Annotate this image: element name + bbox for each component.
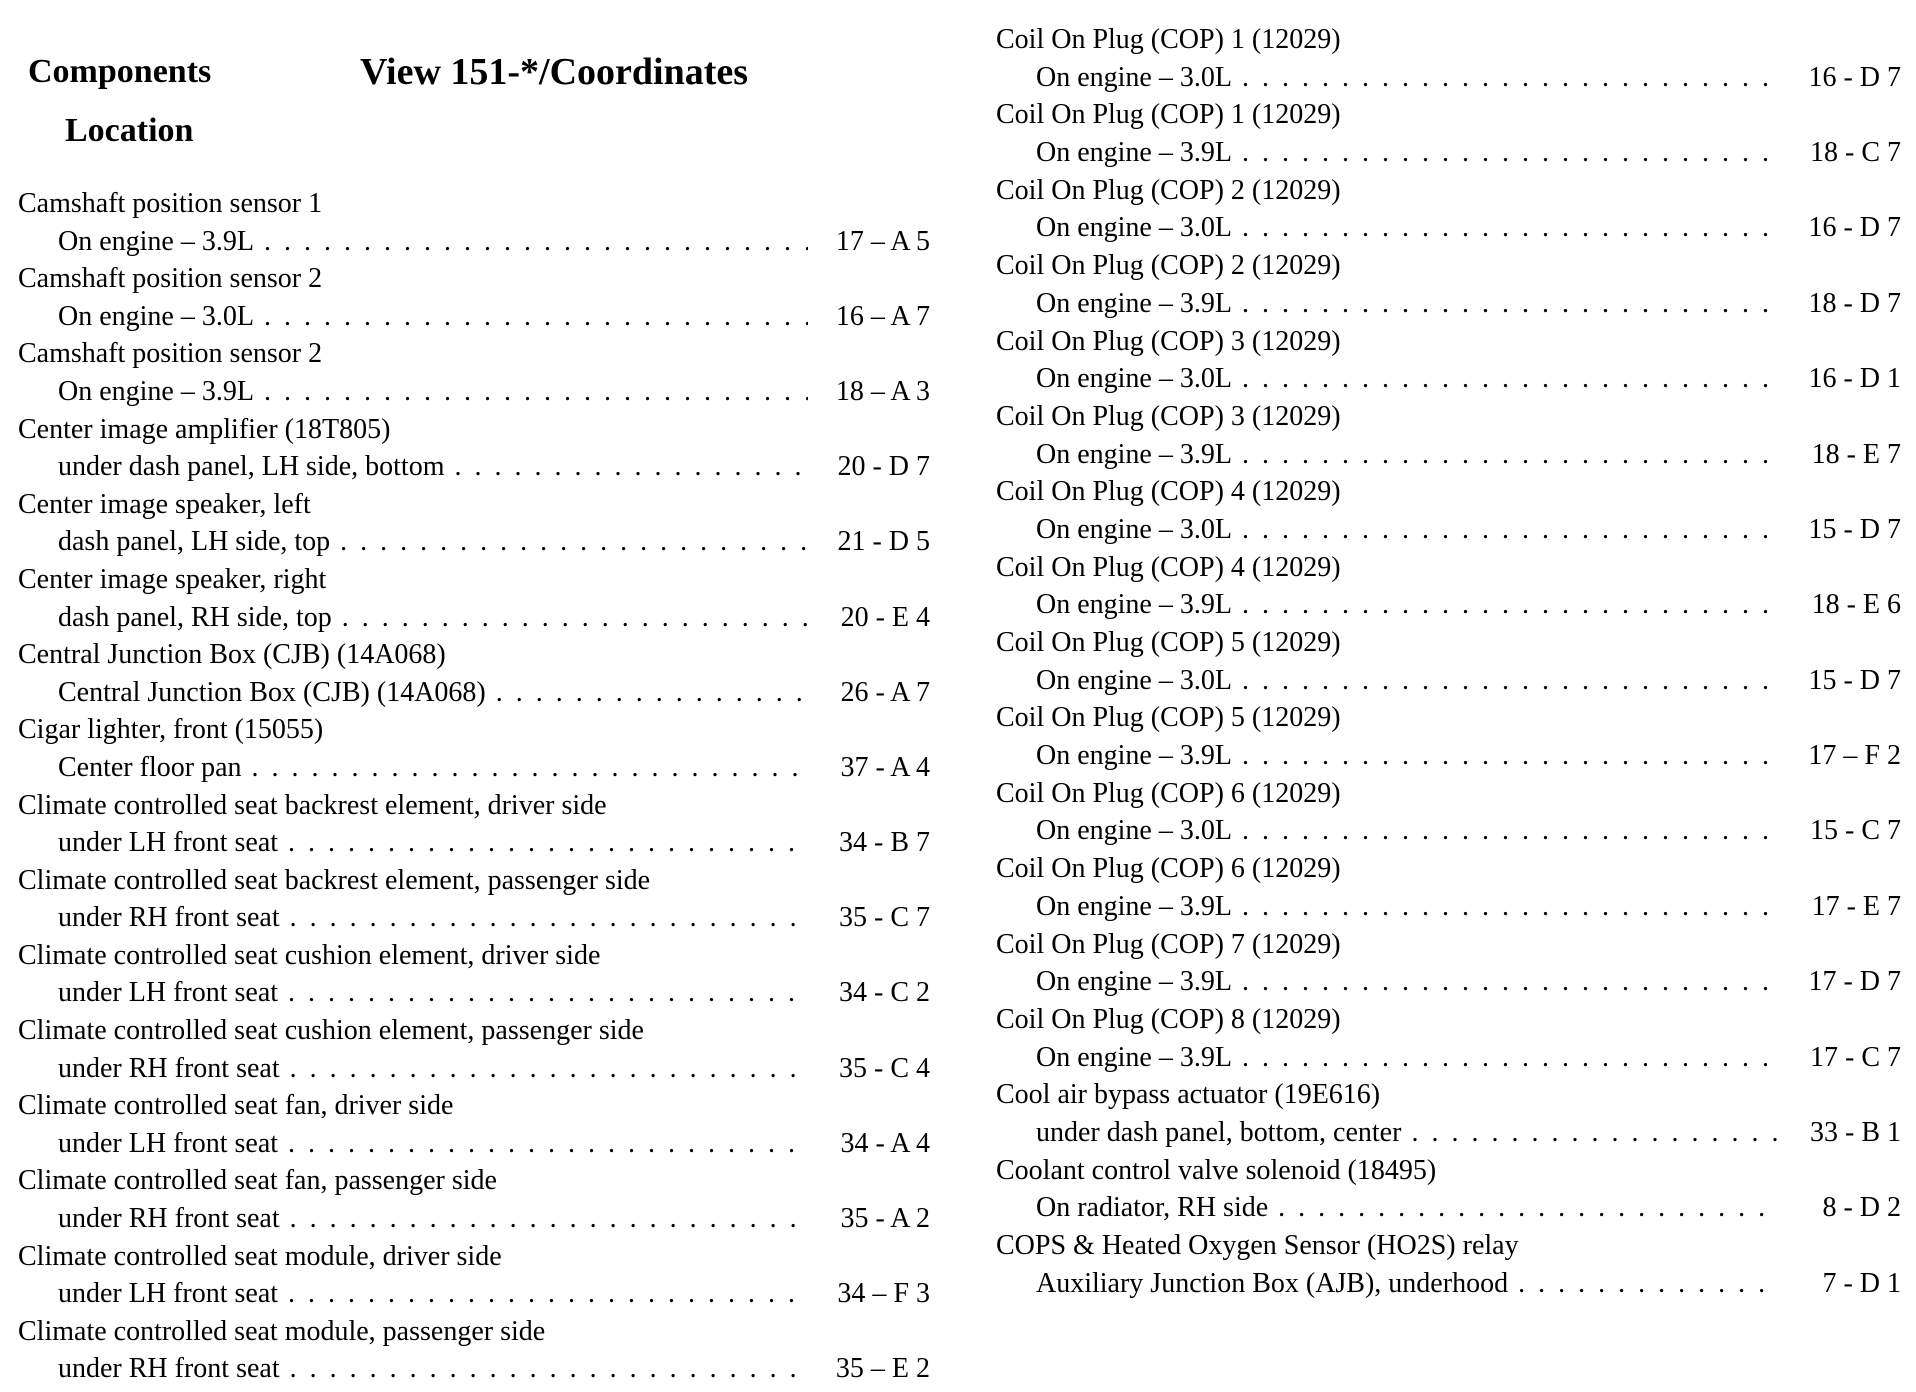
component-location: under RH front seat xyxy=(58,1353,280,1385)
component-location: On engine – 3.0L xyxy=(1036,363,1232,395)
component-location-row xyxy=(18,974,930,1012)
component-name: Coil On Plug (COP) 7 (12029) xyxy=(996,928,1341,960)
view-coordinate: 20 - E 4 xyxy=(840,601,930,633)
component-location-row xyxy=(996,662,1901,700)
component-entry xyxy=(18,1162,930,1237)
dot-leader xyxy=(1242,209,1779,247)
view-coordinate: 35 - A 2 xyxy=(840,1203,930,1235)
component-location: On engine – 3.0L xyxy=(1036,61,1232,93)
component-entry xyxy=(996,624,1901,699)
dot-leader xyxy=(1242,59,1779,97)
view-coordinate: 16 - D 1 xyxy=(1808,363,1901,395)
component-name: Camshaft position sensor 2 xyxy=(18,338,323,370)
component-name: Cool air bypass actuator (19E616) xyxy=(996,1079,1381,1111)
component-location: On engine – 3.9L xyxy=(1036,966,1232,998)
component-name: Climate controlled seat fan, passenger side xyxy=(18,1165,497,1197)
dot-leader xyxy=(496,674,808,712)
component-location: On engine – 3.9L xyxy=(1036,137,1232,169)
component-entry xyxy=(996,323,1901,398)
component-entry xyxy=(18,1313,930,1388)
component-name: Climate controlled seat fan, driver side xyxy=(18,1090,454,1122)
view-coordinate: 18 - E 6 xyxy=(1811,589,1901,621)
component-entry xyxy=(18,862,930,937)
component-entry xyxy=(996,549,1901,624)
component-location: On engine – 3.9L xyxy=(58,225,254,257)
components-heading: Components xyxy=(28,53,212,90)
component-entry xyxy=(18,1012,930,1087)
component-entry xyxy=(18,185,930,260)
component-name: Camshaft position sensor 2 xyxy=(18,263,323,295)
component-entry xyxy=(996,1227,1901,1302)
component-location-row xyxy=(18,674,930,712)
component-location-row xyxy=(996,1039,1901,1077)
dot-leader xyxy=(1242,662,1779,700)
component-entry xyxy=(18,486,930,561)
component-name: Center image amplifier (18T805) xyxy=(18,413,391,445)
component-location: On engine – 3.9L xyxy=(1036,287,1232,319)
left-entry-list xyxy=(18,185,930,1388)
dot-leader xyxy=(1242,1039,1779,1077)
view-coordinate: 18 - E 7 xyxy=(1811,438,1901,470)
component-name: Coil On Plug (COP) 3 (12029) xyxy=(996,400,1341,432)
view-coordinate: 16 - D 7 xyxy=(1808,61,1901,93)
component-location: On engine – 3.0L xyxy=(58,300,254,332)
component-name: Coil On Plug (COP) 2 (12029) xyxy=(996,250,1341,282)
dot-leader xyxy=(290,1200,808,1238)
component-location-row xyxy=(18,749,930,787)
component-location-row xyxy=(18,824,930,862)
dot-leader xyxy=(288,1125,808,1163)
component-entry xyxy=(996,172,1901,247)
component-location: under LH front seat xyxy=(58,1127,279,1159)
dot-leader xyxy=(342,599,808,637)
component-location-row xyxy=(18,523,930,561)
component-name: Coil On Plug (COP) 5 (12029) xyxy=(996,627,1341,658)
component-location: On radiator, RH side xyxy=(1036,1192,1269,1224)
component-entry xyxy=(996,21,1901,96)
component-name: Coil On Plug (COP) 2 (12029) xyxy=(996,174,1341,206)
view-coordinate: 35 - C 4 xyxy=(839,1052,930,1084)
component-location: dash panel, RH side, top xyxy=(58,601,332,633)
component-location-row xyxy=(18,373,930,411)
component-location-row xyxy=(18,899,930,937)
component-location: On engine – 3.9L xyxy=(1036,740,1232,772)
view-coordinate: 15 - C 7 xyxy=(1810,815,1901,847)
component-name: Coil On Plug (COP) 8 (12029) xyxy=(996,1003,1341,1035)
dot-leader xyxy=(340,523,808,561)
component-name: Climate controlled seat backrest element, passenger side xyxy=(18,864,651,896)
component-location-row xyxy=(996,737,1901,775)
component-location-row xyxy=(996,812,1901,850)
component-entry xyxy=(18,937,930,1012)
component-location-row xyxy=(996,285,1901,323)
component-location-row xyxy=(996,209,1901,247)
component-name: Climate controlled seat cushion element, driver side xyxy=(18,939,601,971)
dot-leader xyxy=(252,749,809,787)
view-coordinates-heading: View 151-*/Coordinates xyxy=(360,51,749,93)
component-location-row xyxy=(996,1114,1901,1152)
component-name: Coil On Plug (COP) 1 (12029) xyxy=(996,24,1341,55)
component-location: under RH front seat xyxy=(58,1203,280,1235)
component-name: Coil On Plug (COP) 4 (12029) xyxy=(996,551,1341,583)
view-coordinate: 34 - B 7 xyxy=(839,827,930,859)
component-entry xyxy=(18,335,930,410)
location-heading: Location xyxy=(65,112,194,149)
component-name: Coolant control valve solenoid (18495) xyxy=(996,1154,1437,1186)
component-name: Coil On Plug (COP) 6 (12029) xyxy=(996,777,1341,809)
dot-leader xyxy=(290,1350,808,1388)
component-location: under LH front seat xyxy=(58,1278,279,1310)
left-column xyxy=(18,0,930,1388)
component-entry xyxy=(18,1087,930,1162)
component-location-row xyxy=(996,436,1901,474)
view-coordinate: 17 – A 5 xyxy=(835,225,930,257)
component-location: On engine – 3.0L xyxy=(1036,212,1232,244)
dot-leader xyxy=(1242,586,1779,624)
component-entry xyxy=(18,561,930,636)
component-name: Climate controlled seat cushion element, passenger side xyxy=(18,1015,644,1047)
component-entry xyxy=(996,1076,1901,1151)
view-coordinate: 34 - A 4 xyxy=(840,1127,930,1159)
component-entry xyxy=(18,711,930,786)
index-header xyxy=(18,0,930,185)
dot-leader xyxy=(1242,134,1779,172)
component-location-row xyxy=(18,1350,930,1388)
dot-leader xyxy=(1242,963,1779,1001)
component-name: Climate controlled seat module, passenger side xyxy=(18,1315,546,1347)
view-coordinate: 17 - E 7 xyxy=(1811,890,1901,922)
component-location: Central Junction Box (CJB) (14A068) xyxy=(58,676,486,708)
view-coordinate: 33 - B 1 xyxy=(1810,1116,1901,1148)
view-coordinate: 18 - D 7 xyxy=(1808,287,1901,319)
component-name: COPS & Heated Oxygen Sensor (HO2S) relay xyxy=(996,1230,1519,1261)
component-location: On engine – 3.9L xyxy=(1036,589,1232,621)
component-location: under RH front seat xyxy=(58,1052,280,1084)
component-location-row xyxy=(18,1125,930,1163)
component-location: On engine – 3.9L xyxy=(58,375,254,407)
view-coordinate: 15 - D 7 xyxy=(1808,664,1901,696)
right-column xyxy=(996,0,1901,1302)
dot-leader xyxy=(1242,360,1779,398)
component-location-row xyxy=(18,298,930,336)
dot-leader xyxy=(454,448,808,486)
component-location: under RH front seat xyxy=(58,902,280,934)
dot-leader xyxy=(288,1275,808,1313)
component-entry xyxy=(18,787,930,862)
dot-leader xyxy=(1242,812,1779,850)
view-coordinate: 7 - D 1 xyxy=(1822,1267,1901,1299)
dot-leader xyxy=(1242,285,1779,323)
dot-leader xyxy=(1411,1114,1779,1152)
view-coordinate: 20 - D 7 xyxy=(837,451,930,483)
view-coordinate: 18 – A 3 xyxy=(835,375,930,407)
view-coordinate: 17 - D 7 xyxy=(1808,966,1901,998)
component-location: On engine – 3.9L xyxy=(1036,890,1232,922)
component-name: Coil On Plug (COP) 4 (12029) xyxy=(996,476,1341,508)
view-coordinate: 26 - A 7 xyxy=(840,676,930,708)
component-entry xyxy=(996,1152,1901,1227)
component-location: On engine – 3.9L xyxy=(1036,438,1232,470)
dot-leader xyxy=(288,974,808,1012)
dot-leader xyxy=(1242,511,1779,549)
component-entry xyxy=(996,96,1901,171)
component-location-row xyxy=(996,1189,1901,1227)
component-entry xyxy=(996,699,1901,774)
component-name: Cigar lighter, front (15055) xyxy=(18,714,324,746)
component-location-row xyxy=(996,511,1901,549)
dot-leader xyxy=(288,824,808,862)
component-location-row xyxy=(18,223,930,261)
component-location-row xyxy=(18,448,930,486)
dot-leader xyxy=(264,223,808,261)
dot-leader xyxy=(264,373,808,411)
dot-leader xyxy=(1278,1189,1779,1227)
component-entry xyxy=(18,636,930,711)
view-coordinate: 17 - C 7 xyxy=(1810,1041,1901,1073)
view-coordinate: 35 - C 7 xyxy=(839,902,930,934)
component-name: Coil On Plug (COP) 6 (12029) xyxy=(996,853,1341,885)
component-location: under LH front seat xyxy=(58,827,279,859)
component-entry xyxy=(18,1238,930,1313)
dot-leader xyxy=(1242,436,1779,474)
component-location-row xyxy=(996,586,1901,624)
view-coordinate: 34 – F 3 xyxy=(837,1278,930,1310)
component-location-row xyxy=(996,1265,1901,1303)
view-coordinate: 15 - D 7 xyxy=(1808,513,1901,545)
component-entry xyxy=(996,850,1901,925)
dot-leader xyxy=(1518,1265,1779,1303)
component-location-row xyxy=(996,963,1901,1001)
view-coordinate: 35 – E 2 xyxy=(835,1353,930,1385)
dot-leader xyxy=(264,298,808,336)
component-entry xyxy=(18,411,930,486)
component-location-row xyxy=(996,888,1901,926)
component-location: Auxiliary Junction Box (AJB), underhood xyxy=(1036,1267,1509,1299)
right-entry-list xyxy=(996,0,1901,1302)
component-location: under dash panel, LH side, bottom xyxy=(58,451,445,483)
component-name: Central Junction Box (CJB) (14A068) xyxy=(18,639,446,671)
view-coordinate: 21 - D 5 xyxy=(837,526,930,558)
component-location: On engine – 3.0L xyxy=(1036,664,1232,696)
component-location: On engine – 3.9L xyxy=(1036,1041,1232,1073)
component-location: dash panel, LH side, top xyxy=(58,526,331,558)
component-entry xyxy=(996,926,1901,1001)
component-location: under dash panel, bottom, center xyxy=(1036,1116,1402,1148)
dot-leader xyxy=(1242,737,1779,775)
component-location-row xyxy=(996,134,1901,172)
component-entry xyxy=(996,775,1901,850)
component-entry xyxy=(996,247,1901,322)
view-coordinate: 16 - D 7 xyxy=(1808,212,1901,244)
view-coordinate: 8 - D 2 xyxy=(1822,1192,1901,1224)
component-name: Coil On Plug (COP) 3 (12029) xyxy=(996,325,1341,357)
component-name: Camshaft position sensor 1 xyxy=(18,188,323,219)
component-location: On engine – 3.0L xyxy=(1036,815,1232,847)
component-location: under LH front seat xyxy=(58,977,279,1009)
dot-leader xyxy=(290,899,808,937)
component-location-row xyxy=(996,360,1901,398)
component-location-row xyxy=(996,59,1901,97)
component-location-row xyxy=(18,1050,930,1088)
component-location: On engine – 3.0L xyxy=(1036,513,1232,545)
component-entry xyxy=(996,398,1901,473)
component-entry xyxy=(996,1001,1901,1076)
view-coordinate: 17 – F 2 xyxy=(1808,740,1901,772)
component-entry xyxy=(18,260,930,335)
component-location-row xyxy=(18,1200,930,1238)
dot-leader xyxy=(1242,888,1779,926)
component-entry xyxy=(996,473,1901,548)
component-name: Coil On Plug (COP) 5 (12029) xyxy=(996,702,1341,734)
component-name: Center image speaker, left xyxy=(18,488,311,520)
component-name: Climate controlled seat backrest element, driver side xyxy=(18,789,607,821)
component-location: Center floor pan xyxy=(58,751,242,783)
component-name: Climate controlled seat module, driver side xyxy=(18,1240,502,1272)
component-location-row xyxy=(18,599,930,637)
component-name: Coil On Plug (COP) 1 (12029) xyxy=(996,99,1341,131)
component-location-row xyxy=(18,1275,930,1313)
view-coordinate: 34 - C 2 xyxy=(839,977,930,1009)
component-name: Center image speaker, right xyxy=(18,563,327,595)
view-coordinate: 16 – A 7 xyxy=(835,300,930,332)
view-coordinate: 18 - C 7 xyxy=(1810,137,1901,169)
dot-leader xyxy=(290,1050,808,1088)
view-coordinate: 37 - A 4 xyxy=(840,751,930,783)
